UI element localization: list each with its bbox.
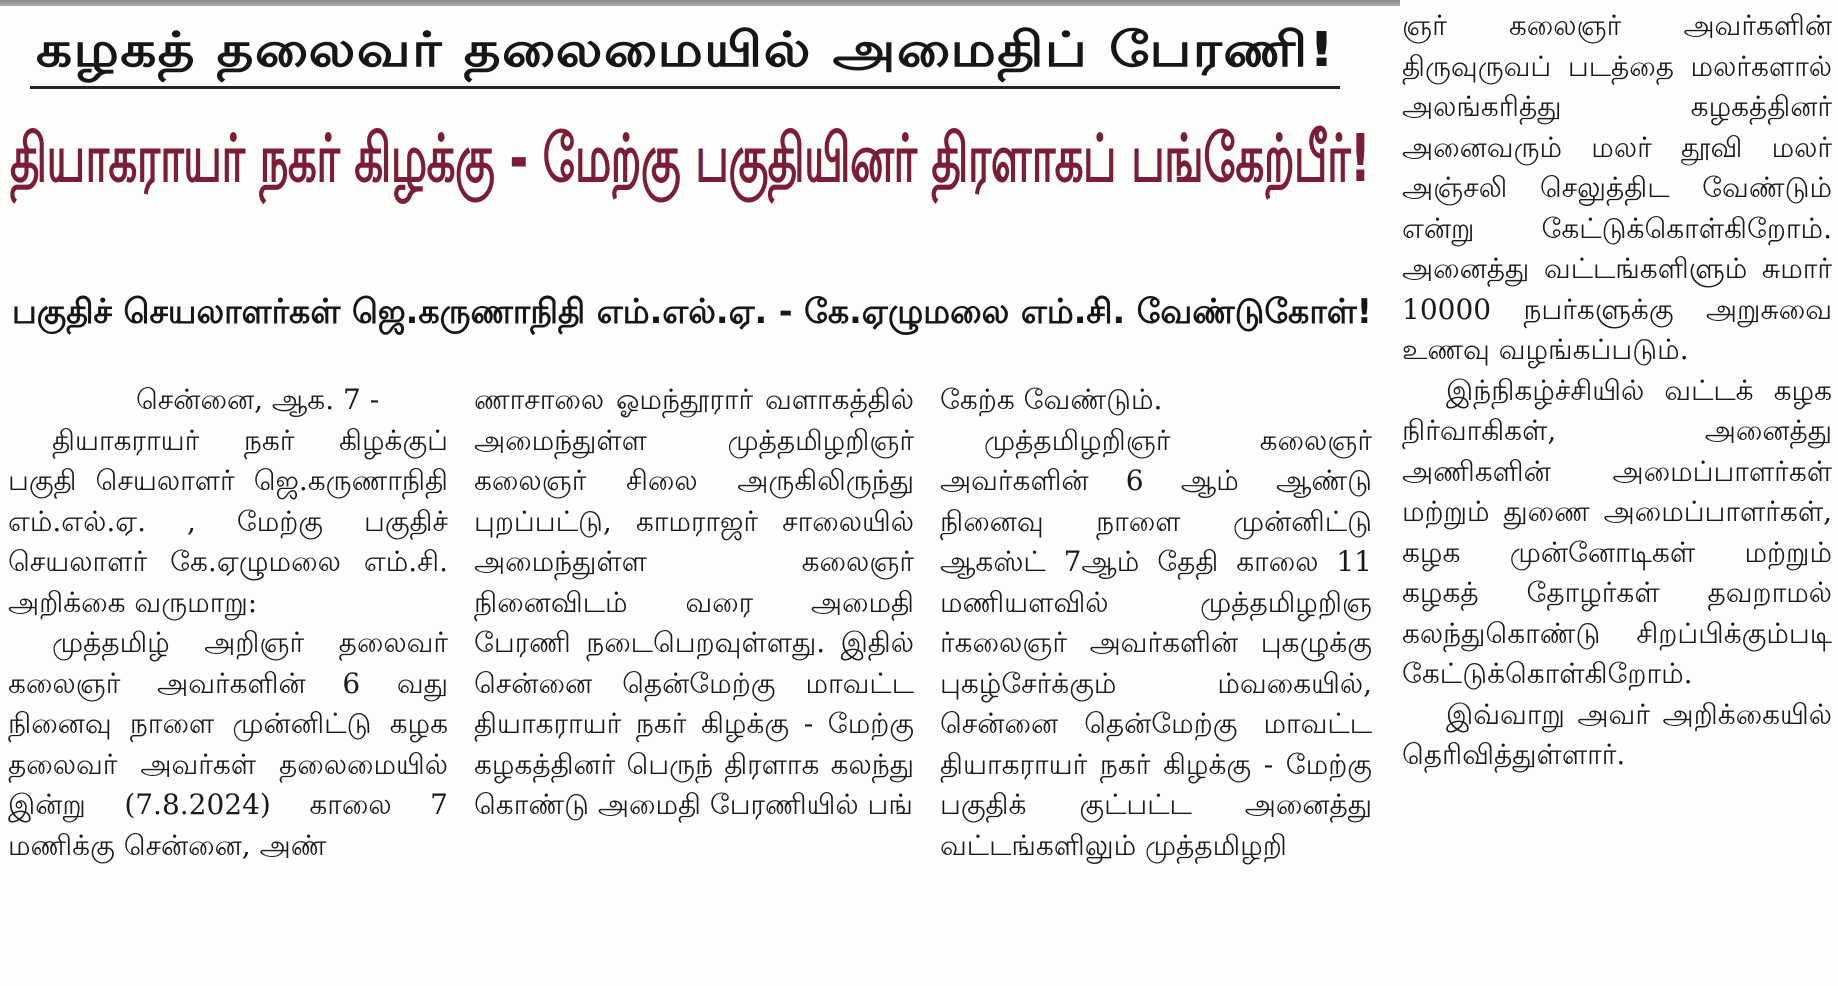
- article-paragraph: தியாகராயர் நகர் கிழக்குப் பகுதி செயலாளர் ஜெ.கருணாநிதி எம்.எல்.ஏ. , மேற்கு பகுதிச் செயலாளர் கே.ஏழுமலை எம்.சி. அறிக்கை வருமாறு:: [8, 423, 448, 619]
- article-paragraph: ணாசாலை ஓமந்தூரார் வளாகத்தில் அமைந்துள்ள முத்தமிழறிஞர் கலைஞர் சிலை அருகிலிருந்து புறப்பட்டு, காமராஜர் சாலையில் அமைந்துள்ள கலைஞர் நினைவிடம் வரை அமைதி பேரணி நடைபெறவுள்ளது. இதில் சென்னை தென்மேற்கு மாவட்ட தியாகராயர் நகர் கிழக்கு - மேற்கு கழகத்தினர் பெருந் திரளாக கலந்து கொண்டு அமைதி பேரணியில் பங்: [474, 383, 914, 821]
- article-column-3: [940, 380, 1372, 866]
- article-paragraph: இந்நிகழ்ச்சியில் வட்டக் கழக நிர்வாகிகள், அனைத்து அணிகளின் அமைப்பாளர்கள் மற்றும் துணை அமைப்பாளர்கள், கழக முன்னோடிகள் மற்றும் கழகத் தோழர்கள் தவறாமல் கலந்துகொண்டு சிறப்பிக்கும்படி கேட்டுக்கொள்கிறோம்.: [1402, 373, 1832, 690]
- article-paragraph: முத்தமிழறிஞர் கலைஞர் அவர்களின் 6 ஆம் ஆண்டு நினைவு நாளை முன்னிட்டு ஆகஸ்ட் 7ஆம் தேதி காலை 11 மணியளவில் முத்தமிழறிஞ ர்கலைஞர் அவர்களின் புகழுக்கு புகழ்சேர்க்கும் ம்வகையில், சென்னை தென்மேற்கு மாவட்ட தியாகராயர் நகர் கிழக்கு - மேற்கு பகுதிக் குட்பட்ட அனைத்து வட்டங்களிலும் முத்தமிழறி: [940, 423, 1372, 862]
- article-column-1: [8, 380, 448, 866]
- article-paragraph: இவ்வாறு அவர் அறிக்கையில் தெரிவித்துள்ளார்.: [1402, 697, 1832, 771]
- headline-main: கழகத் தலைவர் தலைமையில் அமைதிப் பேரணி!: [36, 22, 1336, 78]
- headline-byline: பகுதிச் செயலாளர்கள் ஜெ.கருணாநிதி எம்.எல்.ஏ. - கே.ஏழுமலை எம்.சி. வேண்டுகோள்!: [12, 292, 1372, 332]
- headline-underline: [30, 86, 1340, 89]
- article-column-4: [1402, 6, 1832, 776]
- article-paragraph: ஞர் கலைஞர் அவர்களின் திருவுருவப் படத்தை மலர்களால் அலங்கரித்து கழகத்தினர் அனைவரும் மலர் தூவி மலர் அஞ்சலி செலுத்திட வேண்டும் என்று கேட்டுக்கொள்கிறோம். அனைத்து வட்டங்களிளும் சுமார் 10000 நபர்களுக்கு அறுசுவை உணவு வழங்கப்படும்.: [1402, 9, 1832, 366]
- article-paragraph: கேற்க வேண்டும்.: [940, 383, 1163, 416]
- headline-sub-maroon: தியாகராயர் நகர் கிழக்கு - மேற்கு பகுதியினர் திரளாகப் பங்கேற்பீர்!: [10, 120, 1370, 197]
- article-column-2: [474, 380, 914, 826]
- article-dateline: சென்னை, ஆக. 7 -: [136, 383, 380, 416]
- top-border-line: [0, 0, 1400, 6]
- article-paragraph: முத்தமிழ் அறிஞர் தலைவர் கலைஞர் அவர்களின் 6 வது நினைவு நாளை முன்னிட்டு கழக தலைவர் அவர்கள் தலைமையில் இன்று (7.8.2024) காலை 7 மணிக்கு சென்னை, அண்: [8, 626, 448, 862]
